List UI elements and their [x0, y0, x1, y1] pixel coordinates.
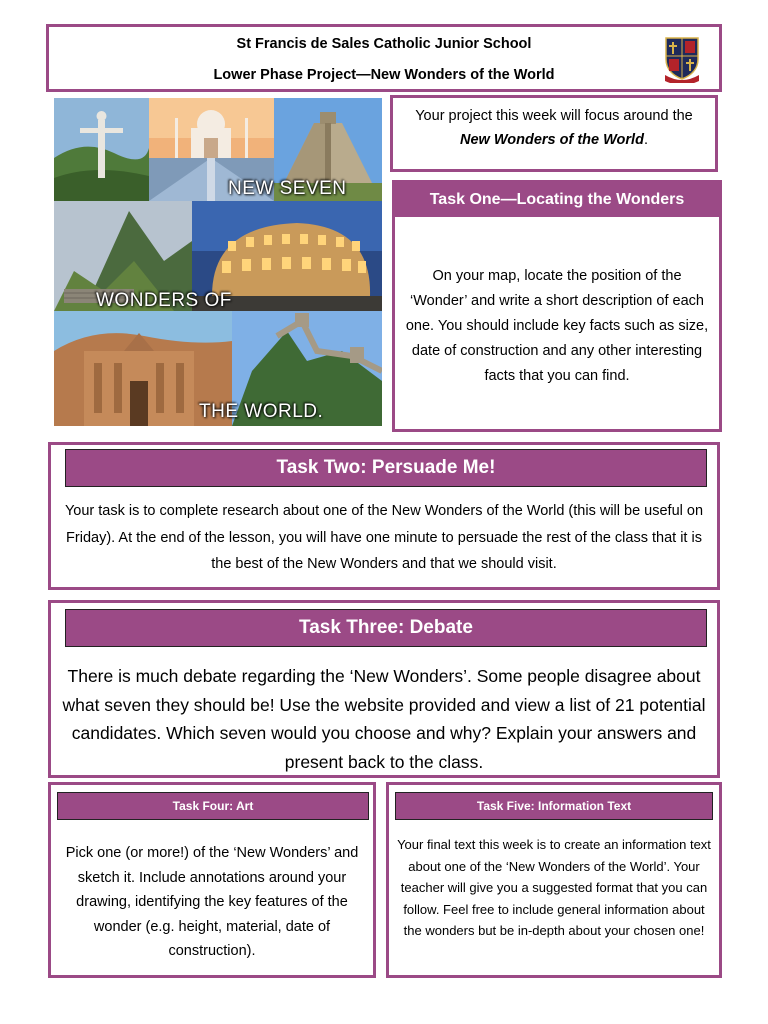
- collage-label-wonders-of: WONDERS OF: [96, 290, 232, 311]
- task-five-title: Task Five: Information Text: [395, 792, 713, 820]
- school-crest-icon: [663, 35, 701, 83]
- header-box: [46, 24, 722, 92]
- task-five-body: Your final text this week is to create an information text about one of the ‘New Wonders of the World’. Your teacher will give you a suggested format that you can follow. Feel free to include general information about the wonders but be in-depth about your chosen one!: [397, 837, 711, 938]
- task-two-body: Your task is to complete research about one of the New Wonders of the World (this will be useful on Friday). At the end of the lesson, you will have one minute to persuade the rest of the class that it is the best of the New Wonders and that we should visit.: [64, 503, 704, 572]
- intro-box: [390, 95, 718, 172]
- task-two-box: [48, 442, 720, 590]
- task-one-title: Task One—Locating the Wonders: [395, 183, 719, 217]
- christ-redeemer-image: [54, 98, 149, 201]
- school-name: St Francis de Sales Catholic Junior School: [236, 36, 532, 52]
- task-four-box: [48, 782, 376, 978]
- task-one-box: [392, 180, 722, 432]
- intro-text: Your project this week will focus around the New Wonders of the World.: [415, 108, 693, 148]
- intro-emphasis: New Wonders of the World: [460, 132, 644, 148]
- task-four-body: Pick one (or more!) of the ‘New Wonders’ and sketch it. Include annotations around your drawing, identifying the key features of the wonder (e.g. height, material, date of construction).: [65, 845, 359, 959]
- task-four-title: Task Four: Art: [57, 792, 369, 820]
- task-three-title: Task Three: Debate: [65, 609, 707, 647]
- collage-label-the-world: THE WORLD.: [199, 401, 324, 422]
- task-one-body: On your map, locate the position of the ‘Wonder’ and write a short description of each one. You should include key facts such as size, date of construction and any other interesting facts that you can find.: [405, 268, 709, 384]
- wonders-collage: [54, 98, 382, 426]
- project-title: Lower Phase Project—New Wonders of the World: [213, 67, 555, 83]
- collage-label-new-seven: NEW SEVEN: [228, 178, 347, 199]
- task-three-box: [48, 600, 720, 778]
- task-three-body: There is much debate regarding the ‘New Wonders’. Some people disagree about what seven they should be! Use the website provided and view a list of 21 potential candidates. Which seven would you choose and why? Explain your answers and present back to the class.: [62, 666, 706, 772]
- task-five-box: [386, 782, 722, 978]
- task-two-title: Task Two: Persuade Me!: [65, 449, 707, 487]
